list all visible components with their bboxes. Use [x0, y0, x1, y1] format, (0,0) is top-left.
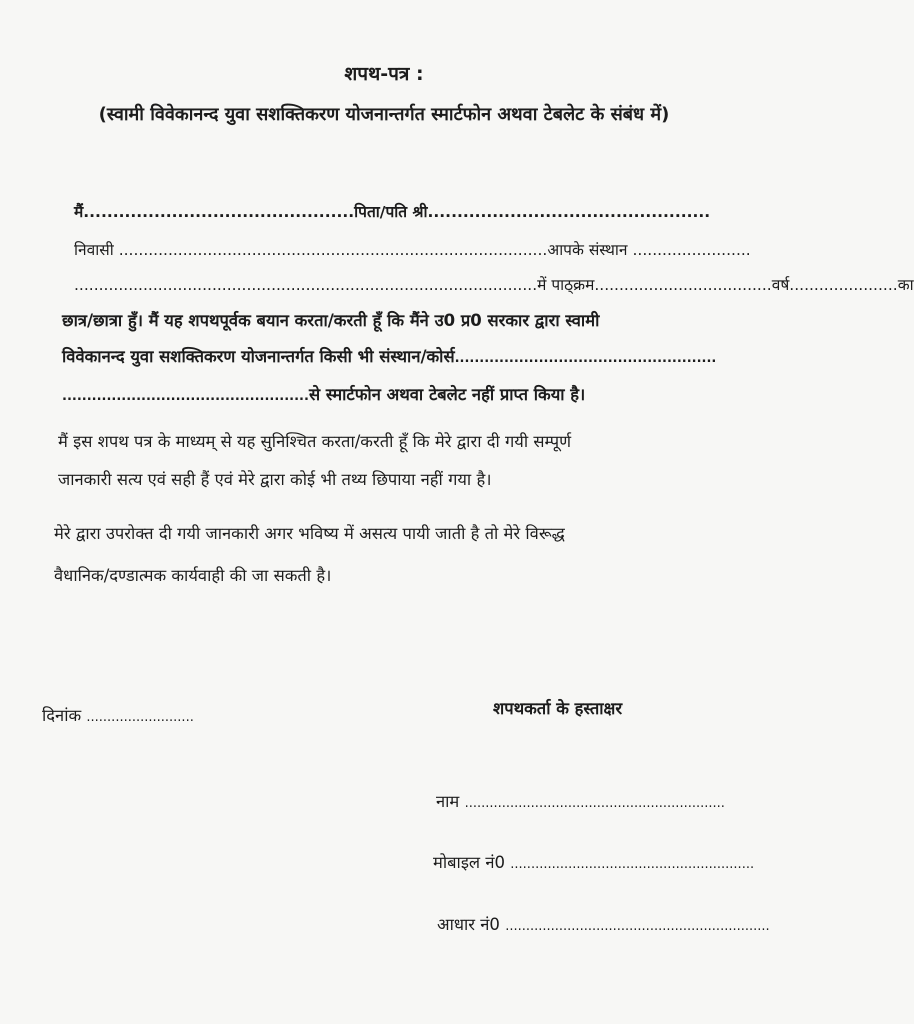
aadhar-blank[interactable]: ................................................................: [505, 919, 770, 934]
main-label: मैं: [74, 203, 84, 221]
declaration-para-1-line-1: मैं इस शपथ पत्र के माध्यम् से यह सुनिश्चित करता/करती हूँ कि मेरे द्वारा दी गयी सम्पूर्ण: [58, 432, 572, 451]
course-blank[interactable]: ....................................: [594, 276, 772, 294]
resident-label: निवासी: [74, 241, 114, 259]
institution-label: आपके संस्थान: [547, 241, 628, 259]
form-line-5: [62, 344, 716, 367]
mobile-label: मोबाइल नं0: [433, 853, 506, 872]
institution-course-blank[interactable]: ..................................................: [62, 389, 309, 404]
course-name-blank[interactable]: .....................................................: [454, 351, 717, 366]
aadhar-row: [437, 912, 770, 935]
declaration-para-2-line-1: मेरे द्वारा उपरोक्त दी गयी जानकारी अगर भविष्य में असत्य पायी जाती है तो मेरे विरूद्ध: [54, 524, 565, 543]
signature-label: शपथकर्ता के हस्ताक्षर: [493, 699, 623, 718]
declaration-para-2-line-2: वैधानिक/दण्डात्मक कार्यवाही की जा सकती है।: [54, 566, 332, 585]
name-row: [436, 789, 725, 812]
father-husband-blank[interactable]: ................................................: [427, 203, 711, 221]
course-label: में पाठ्क्रम: [537, 276, 595, 294]
institution-blank[interactable]: ........................: [632, 241, 751, 259]
not-received-text: से स्मार्टफोन अथवा टेबलेट नहीं प्राप्त किया है।: [308, 385, 586, 404]
declaration-para-1-line-2: जानकारी सत्य एवं सही हैं एवं मेरे द्वारा कोई भी तथ्य छिपाया नहीं गया है।: [58, 470, 492, 489]
scheme-text: विवेकानन्द युवा सशक्तिकरण योजनान्तर्गत किसी भी संस्थान/कोर्स: [62, 347, 455, 366]
aadhar-label: आधार नं0: [437, 915, 500, 934]
form-line-2: [74, 238, 751, 260]
year-label: वर्ष: [771, 276, 790, 294]
year-blank[interactable]: ......................: [789, 276, 898, 294]
document-subtitle: (स्वामी विवेकानन्द युवा सशक्तिकरण योजनान्तर्गत स्मार्टफोन अथवा टेबलेट के संबंध में): [98, 104, 670, 125]
father-husband-label: पिता/पति श्री: [354, 203, 428, 221]
mobile-blank[interactable]: ...........................................................: [510, 857, 755, 872]
form-line-3: [74, 273, 914, 295]
ka-label: का: [897, 276, 914, 294]
date-row: [42, 703, 194, 726]
form-line-1: [74, 200, 710, 222]
mobile-row: [433, 850, 754, 873]
date-label: दिनांक: [42, 706, 82, 725]
document-title: शपथ-पत्र :: [344, 63, 424, 85]
date-blank[interactable]: ..........................: [86, 710, 194, 725]
form-line-4: छात्र/छात्रा हुँ। मैं यह शपथपूर्वक बयान करता/करती हूँ कि मैंने उ0 प्र0 सरकार द्वारा स्वामी: [62, 311, 600, 330]
name-label: नाम: [436, 792, 460, 811]
institution-name-blank[interactable]: ..............................................................................................: [74, 276, 538, 294]
name-blank-footer[interactable]: ...............................................................: [464, 796, 725, 811]
resident-blank[interactable]: .......................................................................................: [118, 241, 548, 259]
name-blank[interactable]: ..............................................: [83, 203, 355, 221]
form-line-6: [62, 382, 585, 405]
